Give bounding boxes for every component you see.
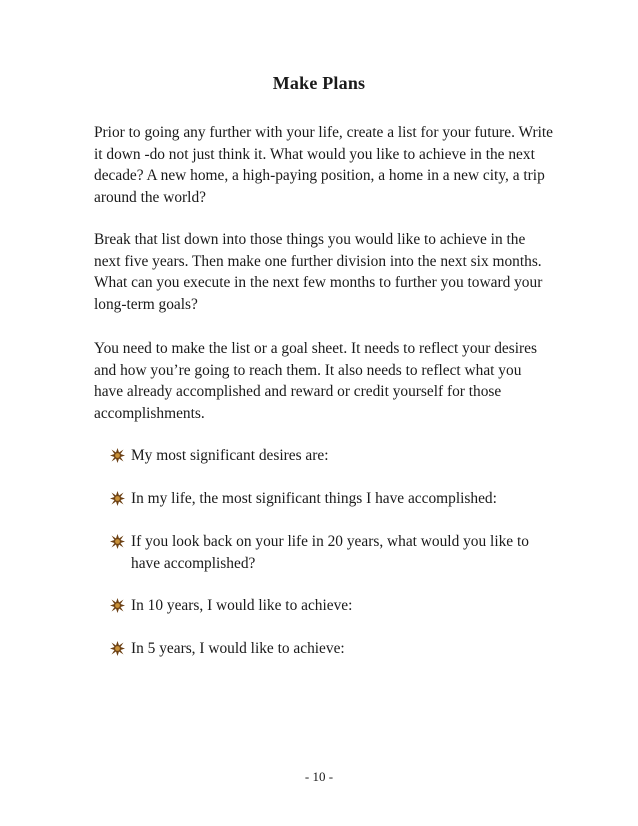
star-burst-icon xyxy=(110,491,125,506)
star-burst-icon xyxy=(110,448,125,463)
list-item-text: My most significant desires are: xyxy=(131,447,329,464)
paragraph-2: Break that list down into those things you would like to achieve in the next five years. Then make one further division into the next six months. What can you execute in the next few months to further you toward your long-term goals? xyxy=(94,231,543,313)
list-item-text: In 5 years, I would like to achieve: xyxy=(131,640,345,657)
list-item-text: In my life, the most significant things I have accomplished: xyxy=(131,490,497,507)
star-burst-icon xyxy=(110,641,125,656)
list-item-text: If you look back on your life in 20 years, what would you like to have accomplished? xyxy=(131,533,529,572)
paragraph-1: Prior to going any further with your life, create a list for your future. Write it down -do not just think it. What would you like to achieve in the next decade? A new home, a high-paying position, a home in a new city, a trip around the world? xyxy=(94,124,553,206)
star-burst-icon xyxy=(110,534,125,549)
page-title: Make Plans xyxy=(272,73,366,93)
page-number: - 10 - xyxy=(304,769,334,784)
paragraph-3: You need to make the list or a goal sheet. It needs to reflect your desires and how you’re going to reach them. It also needs to reflect what you have already accomplished and reward or credit yourself for those accomplishments. xyxy=(94,340,537,422)
star-burst-icon xyxy=(110,598,125,613)
list-item-text: In 10 years, I would like to achieve: xyxy=(131,597,353,614)
